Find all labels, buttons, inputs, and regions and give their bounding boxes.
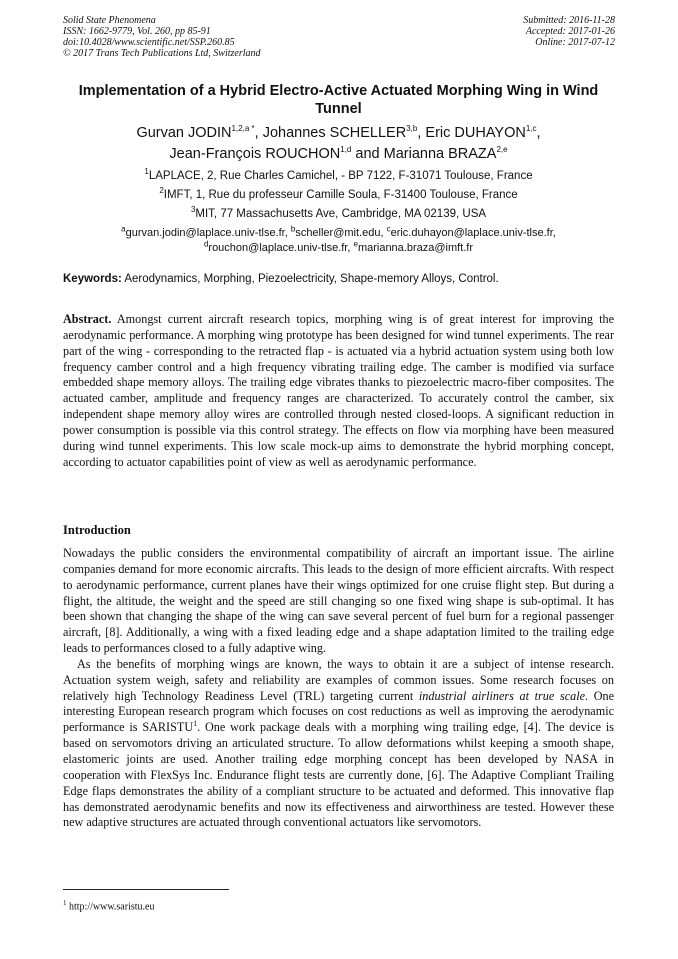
author-affil-sup: 1,2,a * xyxy=(231,124,255,134)
paragraph: Nowadays the public considers the environmental compatibility of aircraft an important issue. The airline companies demand for more economic aircrafts. This leads to the design of more efficient aircrafts. With respect to aerodynamic performance, current planes have their wings optimized for one cruise flight step. But during a flight, the altitude, the weight and the speed are still changing so one fixed wing shape is sub-optimal. It has been shown that changing the shape of the wing can save several percent of fuel burn for a regional passenger aircraft, [8]. Additionally, a wing with a fixed leading edge and a shape adaptation limited to the trailing edge leads to performances closed to a fully adaptive wing. xyxy=(63,546,614,656)
author-list: Gurvan $JODIN^{1,2,a *}$, Johannes SCHELLER$^{3,b}$, Eric DUHAYON$^{1,c}$, Jean-François ROUCHON$^{1,d}$ and Marianna BRAZA$^{2,e}$ xyxy=(136,124,541,162)
introduction-body xyxy=(63,546,614,831)
online-date: Online: 2017-07-12 xyxy=(535,37,615,48)
keywords-label: Keywords: xyxy=(63,273,122,285)
doi-line: doi:10.4028/www.scientific.net/SSP.260.85 xyxy=(63,37,235,48)
author-name: Gurvan JODIN xyxy=(136,125,232,141)
email-link[interactable]: gurvan.jodin@laplace.univ-tlse.fr, xyxy=(125,227,291,239)
author-affil-sup: 1,d xyxy=(340,145,352,155)
keywords xyxy=(63,272,614,287)
footnote-ref[interactable]: 1 xyxy=(193,719,198,729)
issn-line: ISSN: 1662-9779, Vol. 260, pp 85-91 xyxy=(63,26,211,37)
author-affil-sup: 2,e xyxy=(496,145,508,155)
author-affil-sup: 1,c xyxy=(525,124,537,134)
author-name: Johannes SCHELLER xyxy=(262,125,407,141)
paragraph: As the benefits of morphing wings are known, the ways to obtain it are a subject of intense research. Actuation system weigh, safety and reliability are examples of common issues. Some research focuses on relatively high Technology Readiness Level (TRL) targeting current industrial airliners at true scale. One interesting European research program which focuses on cost reductions as well as improving the aerodynamic performance is SARISTU$^1$. One work package deals with a morphing wing trailing edge, [4]. The device is based on servomotors driving an articulated structure. To allow deformations whilst keeping a smooth shape, elastomeric joints are used. Another trailing edge morphing concept has been developed by NASA in cooperation with FlexSys Inc. Endurance flight tests are currently done, [6]. The Adaptive Compliant Trailing Edge flaps demonstrates the ability of a compliant structure to be actuated and deformed. This innovative flap has demonstrated aerodynamic benefits and now its effectiveness and airworthiness are tested. However these new adaptive structures are actuated through conventional actuators like servomotors. xyxy=(63,656,614,830)
author-name: Marianna BRAZA xyxy=(383,146,497,162)
affiliation-line: $^2$IMFT, 1, Rue du professeur Camille Soula, F-31400 Toulouse, France xyxy=(159,186,518,201)
author-emails: $^a$gurvan.jodin@laplace.univ-tlse.fr, $^b$scheller@mit.edu, $^c$eric.duhayon@laplace.univ-tlse.fr, $^d$rouchon@laplace.univ-tlse.fr, $^e$marianna.braza@imft.fr xyxy=(121,224,556,254)
footnote-divider xyxy=(63,889,229,890)
email-link[interactable]: eric.duhayon@laplace.univ-tlse.fr, xyxy=(390,227,556,239)
dates-header xyxy=(523,15,615,48)
abstract xyxy=(63,312,614,470)
author-affil-sup: 3,b xyxy=(406,124,418,134)
abstract-label: Abstract. xyxy=(63,312,112,326)
paper-title: Implementation of a Hybrid Electro-Active Actuated Morphing Wing in Wind Tunnel xyxy=(78,83,599,117)
footnote-url[interactable]: http://www.saristu.eu xyxy=(66,901,155,913)
accepted-date: Accepted: 2017-01-26 xyxy=(525,26,615,37)
email-link[interactable]: scheller@mit.edu, xyxy=(295,227,387,239)
author-name: Eric DUHAYON xyxy=(425,125,526,141)
abstract-text: Amongst current aircraft research topics, morphing wing is of great interest for improving the aerodynamic performance. A morphing wing prototype has been designed for wind tunnel experiments. The rear part of the wing - corresponding to the retracted flap - is actuated via a hybrid actuation system using both low frequency camber control and a high frequency vibrating trailing edge. The camber is modified via surface embedded shape memory alloys. The trailing edge vibrates thanks to piezoelectric macro-fiber composites. The actuated camber, amplitude and frequency ranges are characterized. To accurately control the camber, six independent shape memory alloy wires are controlled through nested closed-loops. A significant reduction in power consumption is possible via this control strategy. The effects on flow via morphing have been measured during wind tunnel experiments. This low scale mock-up aims to demonstrate the hybrid morphing concept, according to actuator capabilities point of view as well as aerodynamic performance. xyxy=(63,312,614,469)
section-heading-introduction: Introduction xyxy=(63,523,131,537)
footnote: $^1$ http://www.saristu.eu xyxy=(63,899,155,913)
affiliation-line: $^1$LAPLACE, 2, Rue Charles Camichel, - BP 7122, F-31071 Toulouse, France xyxy=(144,167,533,182)
email-link[interactable]: rouchon@laplace.univ-tlse.fr, xyxy=(208,242,354,254)
email-link[interactable]: marianna.braza@imft.fr xyxy=(357,242,474,254)
submitted-date: Submitted: 2016-11-28 xyxy=(523,15,615,26)
affiliations xyxy=(63,167,614,224)
journal-header xyxy=(63,15,261,59)
keywords-text: Aerodynamics, Morphing, Piezoelectricity, Shape-memory Alloys, Control. xyxy=(121,273,499,285)
affiliation-line: $^3$MIT, 77 Massachusetts Ave, Cambridge, MA 02139, USA xyxy=(190,205,487,220)
copyright-line: © 2017 Trans Tech Publications Ltd, Switzerland xyxy=(63,48,261,59)
journal-name: Solid State Phenomena xyxy=(63,15,156,26)
author-name: Jean-François ROUCHON xyxy=(169,146,341,162)
